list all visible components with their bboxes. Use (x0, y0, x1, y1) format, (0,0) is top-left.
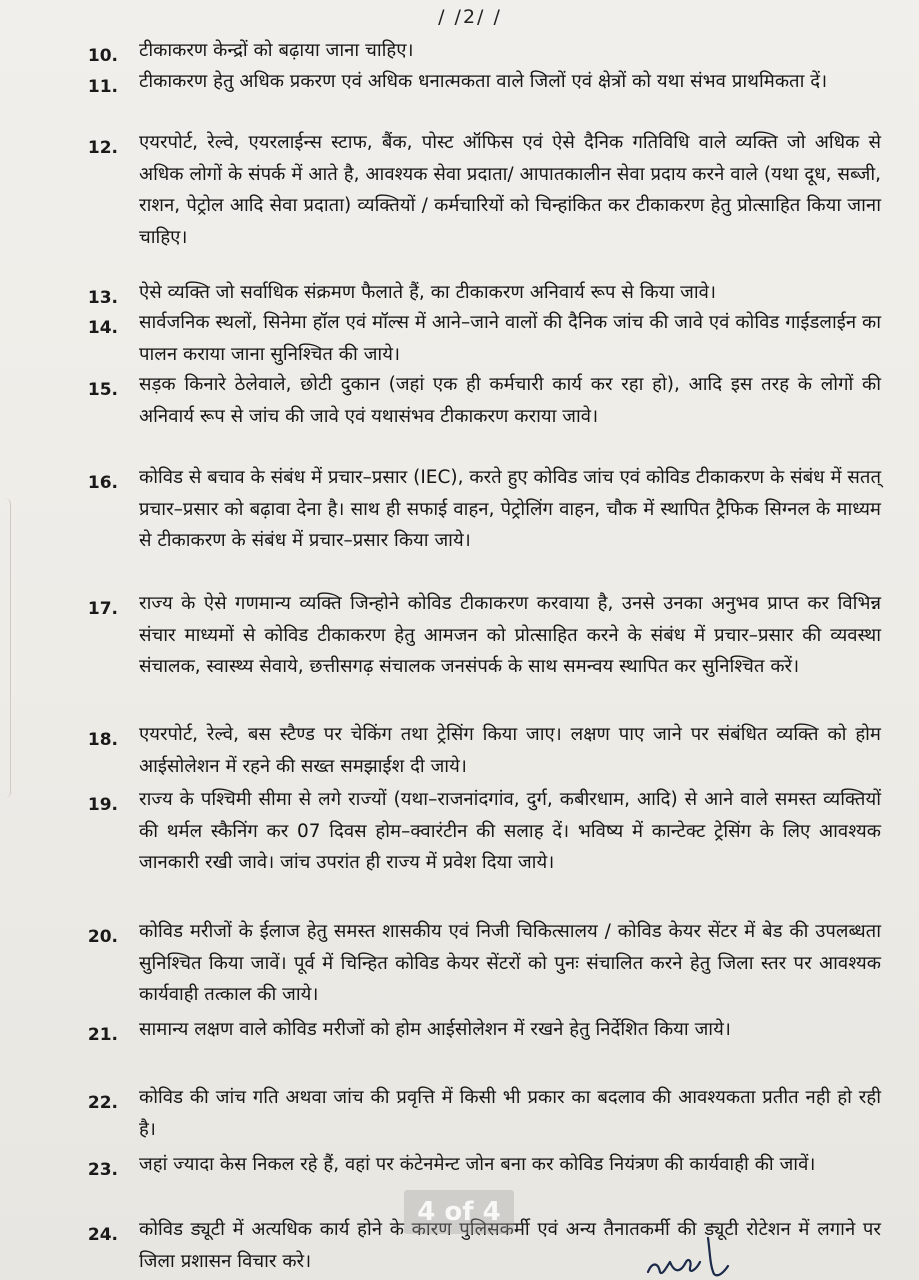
item-number: 20. (87, 927, 118, 947)
item-number: 24. (87, 1225, 118, 1245)
item-number: 14. (87, 318, 118, 338)
item-text: एयरपोर्ट, रेल्वे, एयरलाईन्स स्टाफ, बैंक, पोस्ट ऑफिस एवं ऐसे दैनिक गतिविधि वाले व्यक्ति जो अधिक से अधिक लोगों के संपर्क में आते है, आवश्यक सेवा प्रदाता/ आपातकालीन सेवा प्रदाय करने वाले (यथा दूध, सब्जी, राशन, पेट्रोल आदि सेवा प्रदाता) व्यक्तियों / कर्मचारियों को चिन्हांकित कर टीकाकरण हेतु प्रोत्साहित किया जाना चाहिए। (139, 132, 881, 248)
item-text: टीकाकरण हेतु अधिक प्रकरण एवं अधिक धनात्मकता वाले जिलों एवं क्षेत्रों को यथा संभव प्राथमिकता दें। (139, 71, 828, 92)
item-number: 23. (87, 1160, 118, 1180)
item-number: 11. (87, 77, 118, 97)
item-number: 16. (87, 473, 118, 493)
page-count-watermark: 4 of 4 (404, 1190, 514, 1234)
item-number: 19. (87, 795, 118, 815)
item-text: कोविड मरीजों के ईलाज हेतु समस्त शासकीय एवं निजी चिकित्सालय / कोविड केयर सेंटर में बेड की उपलब्धता सुनिश्चित किया जावें। पूर्व में चिन्हित कोविड केयर सेंटरों को पुनः संचालित करने हेतु जिला स्तर पर आवश्यक कार्यवाही तत्काल की जाये। (139, 921, 881, 1005)
item-number: 12. (87, 138, 118, 158)
handwritten-signature (640, 1232, 750, 1280)
item-text: एयरपोर्ट, रेल्वे, बस स्टैण्ड पर चेकिंग तथा ट्रेसिंग किया जाए। लक्षण पाए जाने पर संबंधित व्यक्ति को होम आईसोलेशन में रहने की सख्त समझाईश दी जाये। (139, 724, 881, 777)
item-number: 17. (87, 599, 118, 619)
item-text: राज्य के पश्चिमी सीमा से लगे राज्यों (यथा–राजनांदगांव, दुर्ग, कबीरधाम, आदि) से आने वाले समस्त व्यक्तियों की थर्मल स्कैनिंग कर 07 दिवस होम–क्वारंटीन की सलाह दें। भविष्य में कान्टेक्ट ट्रेसिंग के लिए आवश्यक जानकारी रखी जावे। जांच उपरांत ही राज्य में प्रवेश दिया जाये। (139, 789, 881, 873)
item-text: टीकाकरण केन्द्रों को बढ़ाया जाना चाहिए। (139, 40, 414, 61)
item-number: 15. (87, 380, 118, 400)
item-text: सामान्य लक्षण वाले कोविड मरीजों को होम आईसोलेशन में रखने हेतु निर्देशित किया जाये। (139, 1019, 731, 1040)
item-text: कोविड से बचाव के संबंध में प्रचार–प्रसार (IEC), करते हुए कोविड जांच एवं कोविड टीकाकरण के संबंध में सतत् प्रचार–प्रसार को बढ़ावा देना है। साथ ही सफाई वाहन, पेट्रोलिंग वाहन, चौक में स्थापित ट्रैफिक सिग्नल के माध्यम से टीकाकरण के संबंध में प्रचार–प्रसार किया जाये। (139, 467, 881, 551)
item-text: सार्वजनिक स्थलों, सिनेमा हॉल एवं मॉल्स में आने–जाने वालों की दैनिक जांच की जावे एवं कोविड गाईडलाईन का पालन कराया जाना सुनिश्चित की जाये। (139, 312, 881, 365)
item-text: राज्य के ऐसे गणमान्य व्यक्ति जिन्होने कोविड टीकाकरण करवाया है, उनसे उनका अनुभव प्राप्त कर विभिन्न संचार माध्यमों से कोविड टीकाकरण हेतु आमजन को प्रोत्साहित करने के संबंध में प्रचार–प्रसार की व्यवस्था संचालक, स्वास्थ्य सेवाये, छत्तीसगढ़ संचालक जनसंपर्क के साथ समन्वय स्थापित कर सुनिश्चित करें। (139, 593, 881, 677)
page-number: / /2/ / (438, 6, 502, 28)
item-number: 21. (87, 1025, 118, 1045)
page-fold-edge (0, 498, 11, 798)
item-number: 10. (87, 46, 118, 66)
item-text: कोविड की जांच गति अथवा जांच की प्रवृत्ति में किसी भी प्रकार का बदलाव की आवश्यकता प्रतीत नही हो रही है। (139, 1087, 881, 1140)
item-text: सड़क किनारे ठेलेवाले, छोटी दुकान (जहां एक ही कर्मचारी कार्य कर रहा हो), आदि इस तरह के लोगों की अनिवार्य रूप से जांच की जावे एवं यथासंभव टीकाकरण कराया जावे। (139, 374, 881, 427)
item-number: 22. (87, 1093, 118, 1113)
item-text: जहां ज्यादा केस निकल रहे हैं, वहां पर कंटेनमेन्ट जोन बना कर कोविड नियंत्रण की कार्यवाही की जावें। (139, 1154, 816, 1175)
item-number: 18. (87, 730, 118, 750)
item-text: कोविड ड्यूटी में अत्यधिक कार्य होने के कारण पुलिसकर्मी एवं अन्य तैनातकर्मी की ड्यूटी रोटेशन में लगाने पर जिला प्रशासन विचार करे। (139, 1219, 881, 1272)
item-text: ऐसे व्यक्ति जो सर्वाधिक संक्रमण फैलाते हैं, का टीकाकरण अनिवार्य रूप से किया जावे। (139, 282, 716, 303)
item-number: 13. (87, 288, 118, 308)
